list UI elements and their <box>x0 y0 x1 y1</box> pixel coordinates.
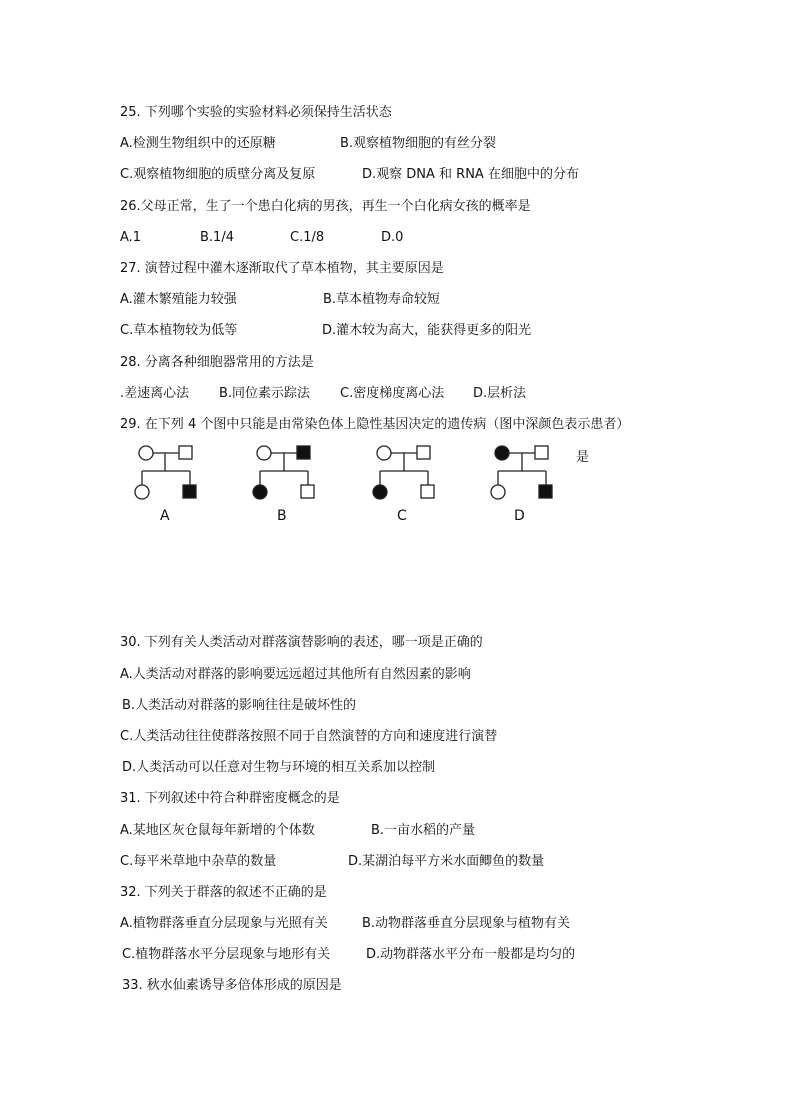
pedigree-c <box>373 446 434 499</box>
pedigree-c-father <box>417 446 430 459</box>
q30-option-b: B.人类活动对群落的影响往往是破坏性的 <box>122 698 357 713</box>
q32-option-b: B.动物群落垂直分层现象与植物有关 <box>362 916 571 931</box>
pedigree-a-son-affected <box>183 485 196 498</box>
q28-stem: 28. 分离各种细胞器常用的方法是 <box>120 355 314 370</box>
q26-option-c: C.1/8 <box>290 230 325 245</box>
q28-option-d: D.层析法 <box>473 386 527 401</box>
q25-option-b: B.观察植物细胞的有丝分裂 <box>340 136 497 151</box>
pedigree-label-a: A <box>160 508 170 524</box>
pedigree-a-father <box>179 446 192 459</box>
pedigree-b-daughter-affected <box>253 485 267 499</box>
q25-stem: 25. 下列哪个实验的实验材料必须保持生活状态 <box>120 105 392 120</box>
q30-option-c: C.人类活动往往使群落按照不同于自然演替的方向和速度进行演替 <box>120 729 498 744</box>
q26-stem: 26.父母正常，生了一个患白化病的男孩，再生一个白化病女孩的概率是 <box>120 199 531 214</box>
pedigree-c-son <box>421 485 434 498</box>
q31-option-c: C.每平米草地中杂草的数量 <box>120 854 277 869</box>
pedigree-d-son-affected <box>539 485 552 498</box>
q27-option-d: D.灌木较为高大，能获得更多的阳光 <box>322 323 532 338</box>
q25-option-d: D.观察 DNA 和 RNA 在细胞中的分布 <box>362 167 579 182</box>
q27-stem: 27. 演替过程中灌木逐渐取代了草本植物，其主要原因是 <box>120 261 444 276</box>
pedigree-b <box>253 446 314 499</box>
q28-option-c: C.密度梯度离心法 <box>340 386 445 401</box>
pedigree-d-father <box>535 446 548 459</box>
q26-option-a: A.1 <box>120 230 142 245</box>
q31-option-a: A.某地区灰仓鼠每年新增的个体数 <box>120 823 315 838</box>
pedigree-c-daughter-affected <box>373 485 387 499</box>
q31-option-d: D.某湖泊每平方米水面鲫鱼的数量 <box>348 854 545 869</box>
pedigree-d-daughter <box>491 485 505 499</box>
q28-option-a: .差速离心法 <box>120 386 190 401</box>
q27-option-c: C.草本植物较为低等 <box>120 323 238 338</box>
q25-option-a: A.检测生物组织中的还原糖 <box>120 136 276 151</box>
pedigree-a-mother <box>139 446 153 460</box>
pedigree-b-father-affected <box>297 446 310 459</box>
q29-tail: 是 <box>576 450 590 465</box>
q28-option-b: B.同位素示踪法 <box>219 386 311 401</box>
q29-stem: 29. 在下列 4 个图中只能是由常染色体上隐性基因决定的遗传病（图中深颜色表示患者） <box>120 417 630 432</box>
q31-option-b: B.一亩水稻的产量 <box>371 823 476 838</box>
pedigree-b-son <box>301 485 314 498</box>
pedigree-label-d: D <box>514 508 525 524</box>
q27-option-a: A.灌木繁殖能力较强 <box>120 292 237 307</box>
pedigree-b-mother <box>257 446 271 460</box>
pedigree-diagrams <box>125 438 605 530</box>
q26-option-d: D.0 <box>381 230 404 245</box>
q26-option-b: B.1/4 <box>200 230 234 245</box>
pedigree-d <box>491 446 552 499</box>
q27-option-b: B.草本植物寿命较短 <box>323 292 441 307</box>
pedigree-a-daughter <box>135 485 149 499</box>
q32-option-d: D.动物群落水平分布一般都是均匀的 <box>366 947 576 962</box>
pedigree-d-mother-affected <box>495 446 509 460</box>
q25-option-c: C.观察植物细胞的质壁分离及复原 <box>120 167 316 182</box>
pedigree-label-b: B <box>277 508 287 524</box>
q30-option-a: A.人类活动对群落的影响要远远超过其他所有自然因素的影响 <box>120 667 471 682</box>
q32-stem: 32. 下列关于群落的叙述不正确的是 <box>120 885 327 900</box>
pedigree-c-mother <box>377 446 391 460</box>
pedigree-a <box>135 446 196 499</box>
q30-option-d: D.人类活动可以任意对生物与环境的相互关系加以控制 <box>122 760 436 775</box>
q30-stem: 30. 下列有关人类活动对群落演替影响的表述，哪一项是正确的 <box>120 635 483 650</box>
q33-stem: 33. 秋水仙素诱导多倍体形成的原因是 <box>122 978 342 993</box>
pedigree-label-c: C <box>397 508 407 524</box>
q32-option-a: A.植物群落垂直分层现象与光照有关 <box>120 916 328 931</box>
q31-stem: 31. 下列叙述中符合种群密度概念的是 <box>120 791 340 806</box>
q32-option-c: C.植物群落水平分层现象与地形有关 <box>122 947 331 962</box>
